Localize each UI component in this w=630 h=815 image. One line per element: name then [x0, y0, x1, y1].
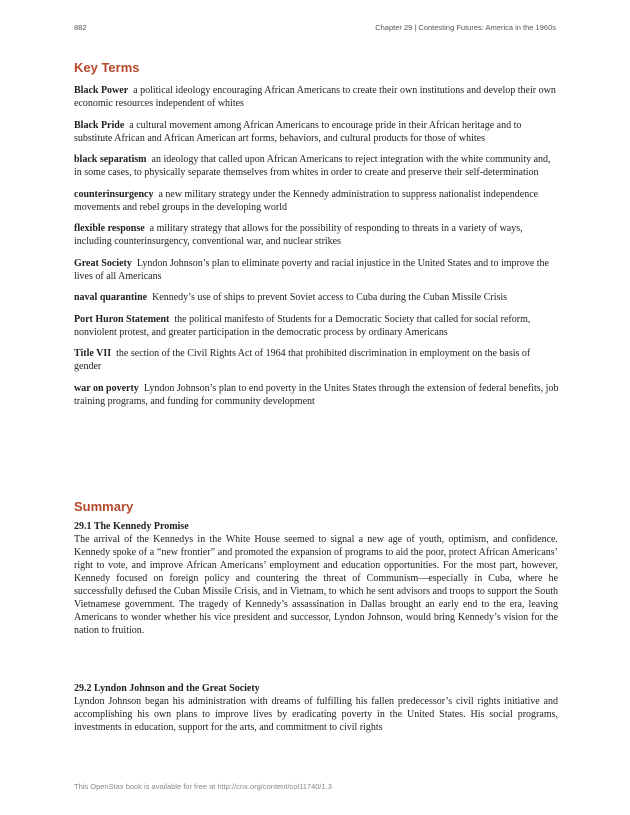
page-number: 882: [74, 23, 87, 32]
key-term-entry: [74, 291, 559, 304]
key-term-entry: [74, 84, 559, 110]
section-paragraph: The arrival of the Kennedys in the White House seemed to signal a new age of youth, optimism, and confidence. Kennedy spoke of a “new frontier” and promoted the expansion of programs to aid the poor, protect African Americans’ right to vote, and improve African Americans’ employment and education opportunities. For the most part, however, Kennedy focused on foreign policy and countering the threat of Communism—especially in Cuba, where he successfully defused the Cuban Missile Crisis, and in Vietnam, to which he sent advisors and troops to support the South Vietnamese government. The tragedy of Kennedy’s assassination in Dallas brought an early end to the era, leaving Americans to wonder whether his vice president and successor, Lyndon Johnson, would bring Kennedy’s vision for the nation to fruition.: [74, 534, 558, 636]
key-term-entry: [74, 347, 559, 373]
page-footer: This OpenStax book is available for free at http://cnx.org/content/col11740/1.3: [74, 782, 332, 791]
term-name: counterinsurgency: [74, 188, 154, 200]
term-definition: a military strategy that allows for the possibility of responding to threats in a variety of ways, including counterinsurgency, conventional war, and nuclear strikes: [74, 223, 523, 247]
term-definition: a new military strategy under the Kennedy administration to suppress nationalist independence movements and rebel groups in the developing world: [74, 188, 539, 213]
key-term-entry: [74, 257, 559, 283]
summary-section-2: [74, 682, 558, 734]
section-paragraph: Lyndon Johnson began his administration with dreams of fulfilling his fallen predecessor’s civil rights initiative and accomplishing his own plans to improve lives by eradicating poverty in the United States. His social programs, investments in education, support for the arts, and commitment to civil rights: [74, 696, 558, 733]
key-term-entry: [74, 313, 559, 339]
term-name: Black Power: [74, 85, 129, 96]
term-definition: an ideology that called upon African Americans to reject integration with the white community and, in some cases, to physically separate themselves from whites in order to create and preserve their self-determination: [74, 154, 551, 178]
term-name: black separatism: [74, 154, 147, 165]
running-header: Chapter 29 | Contesting Futures: America in the 1960s: [375, 23, 556, 32]
term-name: Port Huron Statement: [74, 313, 170, 325]
term-name: Black Pride: [74, 119, 125, 131]
term-definition: Lyndon Johnson’s plan to eliminate poverty and racial injustice in the United States and to improve the lives of all Americans: [74, 257, 549, 282]
key-term-entry: [74, 222, 559, 248]
section-heading: 29.2 Lyndon Johnson and the Great Society: [74, 683, 260, 694]
term-name: flexible response: [74, 223, 145, 234]
term-definition: a cultural movement among African Americans to encourage pride in their African heritage and to substitute African and African American art forms, behaviors, and cultural products for those of whites: [74, 119, 522, 144]
term-name: naval quarantine: [74, 292, 148, 303]
term-name: Title VII: [74, 348, 112, 359]
key-terms-list: [74, 84, 559, 416]
term-definition: Kennedy’s use of ships to prevent Soviet access to Cuba during the Cuban Missile Crisis: [152, 292, 508, 303]
term-definition: the section of the Civil Rights Act of 1964 that prohibited discrimination in employment on the basis of gender: [74, 348, 531, 372]
key-term-entry: [74, 153, 559, 179]
section-heading: 29.1 The Kennedy Promise: [74, 521, 189, 532]
term-name: war on poverty: [74, 382, 139, 394]
summary-heading: Summary: [74, 499, 134, 514]
term-name: Great Society: [74, 257, 132, 269]
key-terms-heading: Key Terms: [74, 60, 140, 75]
key-term-entry: [74, 119, 559, 145]
key-term-entry: [74, 188, 559, 214]
term-definition: the political manifesto of Students for a Democratic Society that called for social reform, nonviolent protest, and greater participation in the democratic process by ordinary Americans: [74, 313, 531, 338]
summary-section-1: [74, 520, 558, 637]
key-term-entry: [74, 382, 559, 408]
term-definition: Lyndon Johnson’s plan to end poverty in the Unites States through the extension of federal benefits, job training programs, and funding for community development: [74, 382, 559, 407]
term-definition: a political ideology encouraging African Americans to create their own institutions and develop their own economic resources independent of whites: [74, 85, 556, 109]
